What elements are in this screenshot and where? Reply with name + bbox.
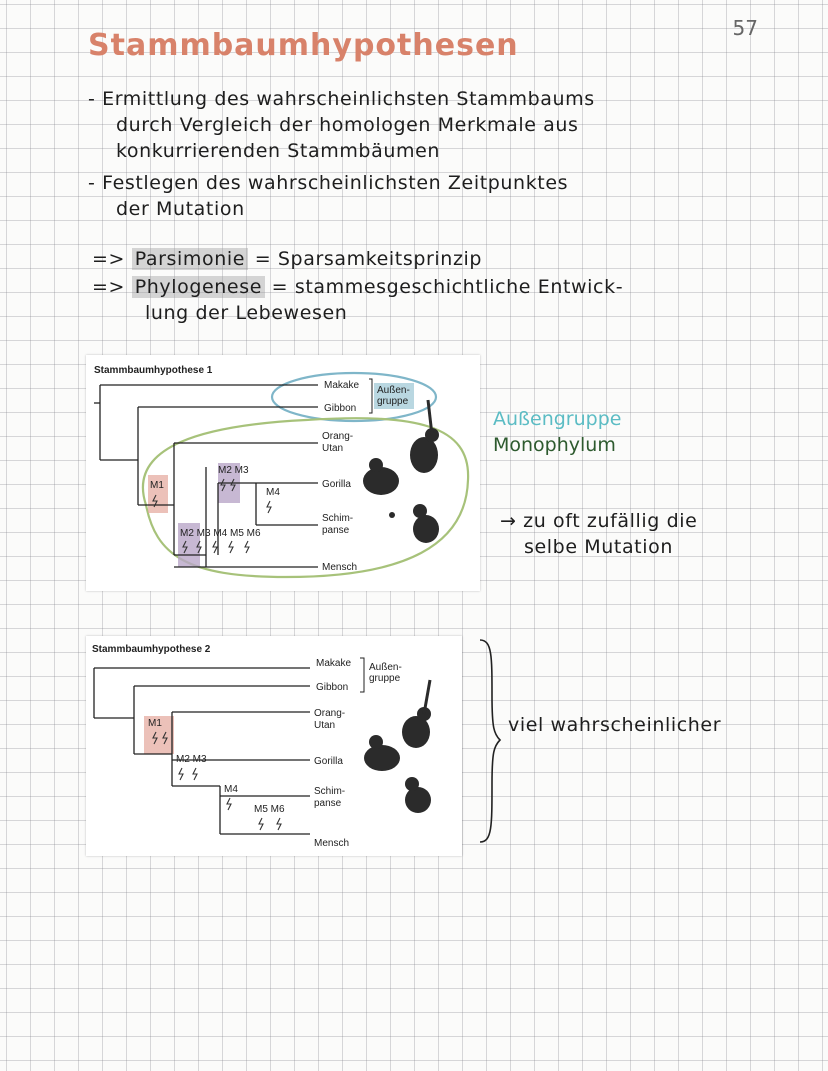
tree1-taxon-orang: Orang-: [322, 431, 354, 442]
note-line-2: durch Vergleich der homologen Merkmale aus: [116, 114, 579, 136]
tree2-title: Stammbaumhypothese 2: [92, 644, 211, 655]
note-line-3: konkurrierenden Stammbäumen: [116, 140, 441, 162]
tree2-taxon-makake: Makake: [316, 658, 352, 669]
tree1-taxon-panse: panse: [322, 525, 350, 536]
phylogenese-definition-2: lung der Lebewesen: [145, 302, 348, 324]
tree1-m-gorilla: M4: [266, 487, 280, 498]
parsimonie-line: [92, 248, 482, 270]
lightning-icons-1: [153, 479, 271, 553]
tree2-taxon-orang: Orang-: [314, 708, 346, 719]
tree-card-2: [86, 636, 462, 856]
tree2-m-56: M5 M6: [254, 804, 285, 815]
tree1-outgroup-label-1: Außen-: [377, 385, 410, 396]
monophylum-note: Monophylum: [493, 434, 616, 456]
tree1-taxon-makake: Makake: [324, 380, 360, 391]
tree2-taxon-gorilla: Gorilla: [314, 756, 343, 767]
tree-diagram-2: [86, 636, 462, 856]
page-number: 57: [732, 16, 758, 40]
curly-brace-icon: [474, 636, 504, 846]
tree2-taxon-panse: panse: [314, 798, 342, 809]
tree2-m-23: M2 M3: [176, 754, 207, 765]
arrow-2: =>: [92, 276, 126, 298]
tree1-branches: [94, 385, 318, 567]
tree1-taxon-gibbon: Gibbon: [324, 403, 357, 414]
tree2-taxon-gibbon: Gibbon: [316, 682, 349, 693]
tree1-taxon-schim: Schim-: [322, 513, 354, 524]
tree1-m-orang: M2 M3: [218, 465, 249, 476]
tree-diagram-1: [86, 355, 480, 591]
tree2-outgroup-label-2: gruppe: [369, 673, 401, 684]
mutation-note-2: selbe Mutation: [524, 536, 673, 558]
parsimonie-definition: = Sparsamkeitsprinzip: [254, 248, 483, 270]
note-line-1: - Ermittlung des wahrscheinlichsten Stammbaums: [88, 88, 595, 110]
phylogenese-line: [92, 276, 623, 298]
tree1-title: Stammbaumhypothese 1: [94, 365, 213, 376]
wahrscheinlicher-note: viel wahrscheinlicher: [508, 714, 722, 736]
tree1-outgroup-label-2: gruppe: [377, 396, 409, 407]
page-title: Stammbaumhypothesen: [88, 28, 519, 63]
tree2-m-root: M1: [148, 718, 162, 729]
tree1-taxon-mensch: Mensch: [322, 562, 358, 573]
mutation-note-1: → zu oft zufällig die: [500, 510, 698, 532]
tree1-taxon-utan: Utan: [322, 443, 344, 454]
aussengruppe-note: Außengruppe: [493, 408, 622, 430]
tree-card-1: [86, 355, 480, 591]
tree1-outgroup-bracket: [369, 379, 372, 413]
tree2-outgroup-label-1: Außen-: [369, 662, 402, 673]
tree2-outgroup-bracket: [360, 658, 364, 692]
tree1-taxon-gorilla: Gorilla: [322, 479, 351, 490]
tree2-m-4: M4: [224, 784, 238, 795]
note-line-4: - Festlegen des wahrscheinlichsten Zeitpunktes: [88, 172, 569, 194]
note-line-5: der Mutation: [116, 198, 245, 220]
phylogenese-definition: = stammesgeschichtliche Entwick-: [271, 276, 624, 298]
tree1-m-mensch: M2 M3 M4 M5 M6: [180, 528, 261, 539]
arrow-1: =>: [92, 248, 126, 270]
tree1-m-root: M1: [150, 480, 164, 491]
ape-icons-2: [364, 680, 431, 813]
tree2-taxon-mensch: Mensch: [314, 838, 350, 849]
tree2-taxon-utan: Utan: [314, 720, 336, 731]
phylogenese-term: Phylogenese: [132, 276, 265, 298]
parsimonie-term: Parsimonie: [132, 248, 248, 270]
tree2-taxon-schim: Schim-: [314, 786, 346, 797]
